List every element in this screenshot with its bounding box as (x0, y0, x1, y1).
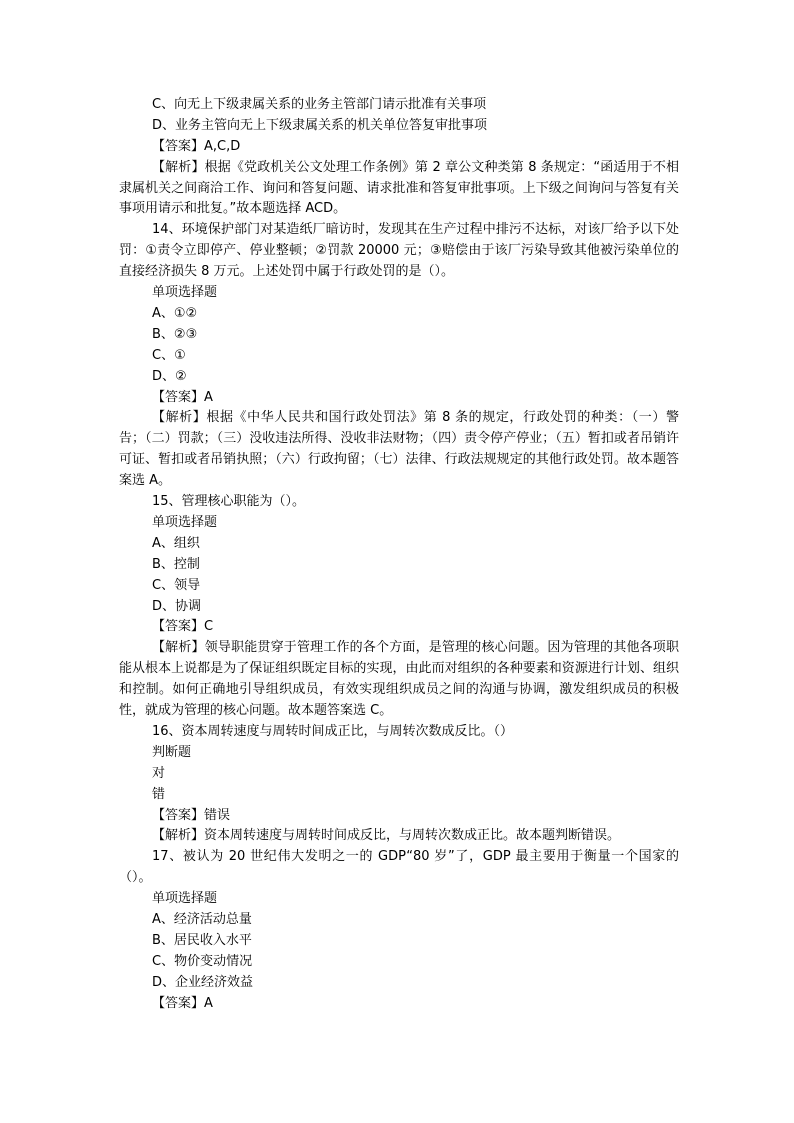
q15-option-a: A、组织 (152, 535, 200, 551)
document-body (119, 95, 679, 1014)
q16-answer: 【答案】错误 (152, 807, 231, 823)
q14-option-d: D、② (152, 368, 187, 384)
q14-stem: 14、环境保护部门对某造纸厂暗访时，发现其在生产过程中排污不达标，对该厂给予以下处罚：①责令立即停产、停业整顿；②罚款 20000 元；③赔偿由于该厂污染导致其他被污染单位的直接经济损失 8 万元。上述处罚中属于行政处罚的是（）。 (119, 222, 679, 280)
q14-option-c: C、① (152, 347, 186, 363)
q17-type: 单项选择题 (152, 891, 218, 907)
q17-option-b: B、居民收入水平 (152, 932, 252, 948)
q13-analysis: 【解析】根据《党政机关公文处理工作条例》第 2 章公文种类第 8 条规定：“函适用于不相隶属机关之间商洽工作、询问和答复问题、请求批准和答复审批事项。上下级之间询问与答复有关事项用请示和批复。”故本题选择 ACD。 (119, 159, 679, 217)
q17-option-c: C、物价变动情况 (152, 953, 253, 969)
q13-option-d: D、业务主管向无上下级隶属关系的机关单位答复审批事项 (152, 117, 488, 133)
q15-option-c: C、领导 (152, 577, 201, 593)
q15-option-b: B、控制 (152, 556, 200, 572)
q17-option-d: D、企业经济效益 (152, 974, 254, 990)
q14-option-a: A、①② (152, 306, 198, 321)
q17-stem: 17、被认为 20 世纪伟大发明之一的 GDP“80 岁”了，GDP 最主要用于衡量一个国家的（）。 (119, 849, 679, 886)
q17-option-a: A、经济活动总量 (152, 911, 252, 927)
q13-answer: 【答案】A,C,D (152, 138, 241, 154)
q14-analysis: 【解析】根据《中华人民共和国行政处罚法》第 8 条的规定，行政处罚的种类：（一）警告；（二）罚款；（三）没收违法所得、没收非法财物；（四）责令停产停业；（五）暂扣或者吊销许可证、暂扣或者吊销执照；（六）行政拘留；（七）法律、行政法规规定的其他行政处罚。故本题答案选 A。 (119, 410, 679, 489)
q15-type: 单项选择题 (152, 514, 218, 530)
q14-answer: 【答案】A (152, 389, 213, 405)
q16-option-true: 对 (152, 765, 166, 781)
q15-option-d: D、协调 (152, 598, 202, 614)
q15-stem: 15、管理核心职能为（）。 (152, 494, 306, 510)
q15-answer: 【答案】C (152, 619, 214, 635)
q17-answer: 【答案】A (152, 995, 213, 1011)
q16-stem: 16、资本周转速度与周转时间成正比，与周转次数成反比。（） (152, 723, 514, 739)
q15-analysis: 【解析】领导职能贯穿于管理工作的各个方面，是管理的核心问题。因为管理的其他各项职能从根本上说都是为了保证组织既定目标的实现，由此而对组织的各种要素和资源进行计划、组织和控制。如何正确地引导组织成员，有效实现组织成员之间的沟通与协调，激发组织成员的积极性，就成为管理的核心问题。故本题答案选 C。 (119, 640, 679, 719)
q16-type: 判断题 (152, 744, 192, 760)
q16-option-false: 错 (152, 786, 166, 802)
q14-type: 单项选择题 (152, 285, 218, 301)
q14-option-b: B、②③ (152, 326, 198, 342)
q13-option-c: C、向无上下级隶属关系的业务主管部门请示批准有关事项 (152, 97, 487, 112)
q16-analysis: 【解析】资本周转速度与周转时间成反比，与周转次数成正比。故本题判断错误。 (152, 828, 621, 844)
